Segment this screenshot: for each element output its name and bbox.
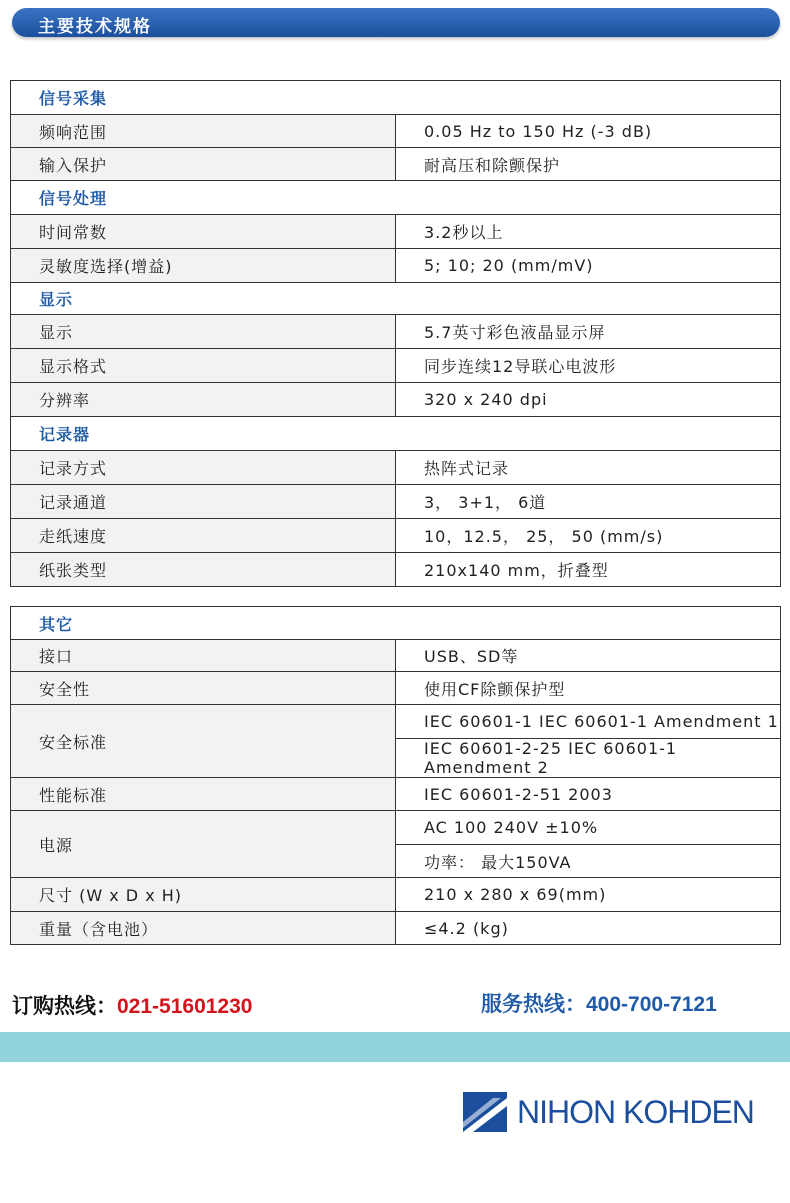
row-value: 5.7英寸彩色液晶显示屏: [396, 315, 781, 349]
section-banner: [12, 8, 780, 37]
table-row: [11, 705, 781, 739]
table-row: [11, 640, 781, 672]
row-value: 3.2秒以上: [396, 215, 781, 249]
section-row-signal-acquisition: [11, 81, 781, 115]
row-value: AC 100 240V ±10%: [396, 811, 781, 845]
row-label: 重量（含电池）: [11, 912, 396, 945]
banner-title: 主要技术规格: [38, 17, 152, 37]
section-title: 信号采集: [11, 81, 781, 115]
brand-logo: [463, 1092, 783, 1134]
row-value: 同步连续12导联心电波形: [396, 349, 781, 383]
row-value: IEC 60601-1 IEC 60601-1 Amendment 1: [396, 705, 781, 739]
section-row-other: [11, 607, 781, 640]
service-hotline: [481, 988, 717, 1018]
section-title: 记录器: [11, 417, 781, 451]
row-label: 显示: [11, 315, 396, 349]
table-row: [11, 148, 781, 181]
nihon-kohden-emblem-icon: [463, 1092, 507, 1132]
row-label: 记录通道: [11, 485, 396, 519]
row-label: 纸张类型: [11, 553, 396, 587]
row-value: 使用CF除颤保护型: [396, 672, 781, 705]
row-value: IEC 60601-2-51 2003: [396, 778, 781, 811]
section-row-display: [11, 283, 781, 315]
section-row-recorder: [11, 417, 781, 451]
row-label: 时间常数: [11, 215, 396, 249]
row-value: 210x140 mm，折叠型: [396, 553, 781, 587]
row-value: USB、SD等: [396, 640, 781, 672]
table-row: [11, 383, 781, 417]
order-hotline: [12, 990, 252, 1020]
section-title: 其它: [11, 607, 781, 640]
row-value: ≤4.2 (kg): [396, 912, 781, 945]
row-label: 走纸速度: [11, 519, 396, 553]
logo-text: NIHON KOHDEN: [517, 1094, 754, 1130]
row-label: 显示格式: [11, 349, 396, 383]
spec-table-other: [10, 606, 781, 945]
spec-table-main: [10, 80, 781, 587]
table-row: [11, 115, 781, 148]
order-hotline-label: 订购热线：: [12, 995, 117, 1018]
table-row: [11, 672, 781, 705]
footer-stripe: [0, 1032, 790, 1062]
row-value: 0.05 Hz to 150 Hz (-3 dB): [396, 115, 781, 148]
service-hotline-number: 400-700-7121: [586, 993, 717, 1016]
row-label: 接口: [11, 640, 396, 672]
row-label: 尺寸 (W x D x H): [11, 878, 396, 912]
table-row: [11, 912, 781, 945]
table-row: [11, 553, 781, 587]
row-label: 分辨率: [11, 383, 396, 417]
table-row: [11, 485, 781, 519]
row-label: 输入保护: [11, 148, 396, 181]
row-value: 3， 3+1， 6道: [396, 485, 781, 519]
table-row: [11, 878, 781, 912]
row-value: 210 x 280 x 69(mm): [396, 878, 781, 912]
row-value: IEC 60601-2-25 IEC 60601-1 Amendment 2: [396, 739, 781, 778]
table-row: [11, 349, 781, 383]
row-label: 性能标准: [11, 778, 396, 811]
row-value: 耐高压和除颤保护: [396, 148, 781, 181]
order-hotline-number: 021-51601230: [117, 995, 253, 1018]
row-value: 10，12.5， 25， 50 (mm/s): [396, 519, 781, 553]
section-title: 信号处理: [11, 181, 781, 215]
row-value: 5; 10; 20 (mm/mV): [396, 249, 781, 283]
row-label: 记录方式: [11, 451, 396, 485]
table-row: [11, 519, 781, 553]
row-value: 功率： 最大150VA: [396, 845, 781, 878]
table-row: [11, 249, 781, 283]
service-hotline-label: 服务热线：: [481, 993, 586, 1016]
row-label: 安全性: [11, 672, 396, 705]
row-label: 频响范围: [11, 115, 396, 148]
table-row: [11, 811, 781, 845]
row-value: 热阵式记录: [396, 451, 781, 485]
row-label: 安全标准: [11, 705, 396, 778]
table-row: [11, 215, 781, 249]
table-row: [11, 778, 781, 811]
section-title: 显示: [11, 283, 781, 315]
section-row-signal-processing: [11, 181, 781, 215]
table-row: [11, 451, 781, 485]
table-row: [11, 315, 781, 349]
row-label: 灵敏度选择(增益): [11, 249, 396, 283]
row-label: 电源: [11, 811, 396, 878]
row-value: 320 x 240 dpi: [396, 383, 781, 417]
